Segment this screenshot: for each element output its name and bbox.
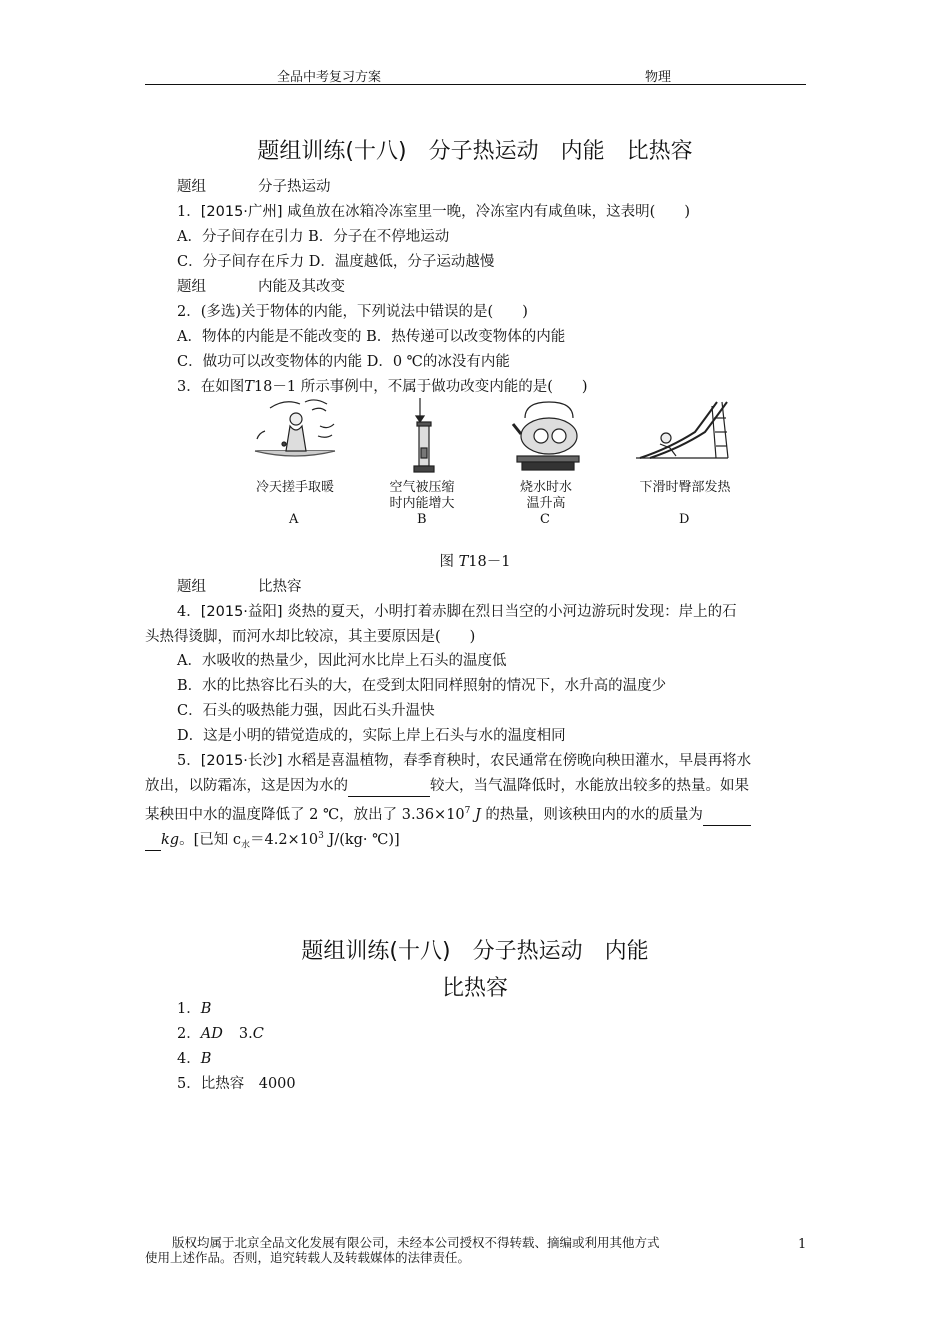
question-text: 较大，当气温降低时，水能放出较多的热量。如果 <box>430 778 749 794</box>
question-5-line2 <box>145 776 749 797</box>
caption-line: 烧水时水 <box>519 480 572 495</box>
figure-t18-1 <box>0 396 950 476</box>
answer-value: C <box>252 1026 264 1042</box>
exponent: 3 <box>318 831 324 841</box>
illustration-d-slide <box>636 402 728 458</box>
question-5-line3 <box>145 801 751 826</box>
figure-title-number: 18－1 <box>468 554 511 570</box>
question-text: 。[已知 c <box>179 831 241 848</box>
figure-label-b: B <box>417 512 427 527</box>
group-heading-3 <box>177 577 302 597</box>
exponent: 7 <box>464 806 471 816</box>
group-label: 题组 <box>177 579 206 595</box>
header-book-title: 全品中考复习方案 <box>277 70 382 85</box>
question-1-options-cd: C．分子间存在斥力 D．温度越低，分子运动越慢 <box>177 254 495 270</box>
illustration-a-rubbing-hands <box>255 400 335 456</box>
question-2-options-cd: C．做功可以改变物体的内能 D．0 ℃的冰没有内能 <box>177 354 510 370</box>
answer-value: 比热容 4000 <box>200 1076 296 1092</box>
question-4-option-d: D．这是小明的错觉造成的，实际上岸上石头与水的温度相同 <box>177 728 566 744</box>
question-text: 的热量，则该秧田内的水的质量为 <box>480 806 703 823</box>
answer-number: 3. <box>238 1026 253 1042</box>
answer-blank-2-cont[interactable] <box>145 830 161 851</box>
figure-label-d: D <box>679 512 690 527</box>
figure-caption-b <box>384 480 460 512</box>
question-text: 炎热的夏天，小明打着赤脚在烈日当空的小河边游玩时发现：岸上的石 <box>282 604 737 620</box>
question-text: 咸鱼放在冰箱冷冻室里一晚，冷冻室内有咸鱼味，这表明( ) <box>282 204 690 220</box>
question-2-stem: 2．(多选)关于物体的内能，下列说法中错误的是( ) <box>177 304 528 320</box>
answer-5 <box>177 1074 296 1094</box>
copyright-line: 使用上述作品。否则，追究转载人及转载媒体的法律责任。 <box>145 1250 471 1265</box>
answer-value: B <box>200 1001 212 1017</box>
group-name: 分子热运动 <box>258 179 331 195</box>
answer-blank-1[interactable] <box>348 776 430 797</box>
question-4-option-c: C．石头的吸热能力强，因此石头升温快 <box>177 703 435 719</box>
question-text: 某秧田中水的温度降低了 2 ℃，放出了 3.36×10 <box>145 806 465 823</box>
question-number: 4． <box>177 604 201 620</box>
figure-label-c: C <box>540 512 550 527</box>
group-label: 题组 <box>177 279 206 295</box>
question-4-stem-line2: 头热得烫脚，而河水却比较凉，其主要原因是( ) <box>145 629 476 645</box>
question-source: [2015·长沙] <box>200 753 283 769</box>
figure-title-prefix: T <box>458 554 469 570</box>
copyright-line: 版权均属于北京全品文化发展有限公司，未经本公司授权不得转载、摘编或利用其他方式 <box>172 1235 660 1250</box>
question-4-stem-line1 <box>177 602 737 622</box>
answer-title-line1: 题组训练(十八) 分子热运动 内能 <box>301 939 649 964</box>
caption-line: 空气被压缩 <box>389 480 455 495</box>
group-heading-2 <box>177 277 345 297</box>
question-4-option-a: A．水吸收的热量少，因此河水比岸上石头的温度低 <box>177 653 507 669</box>
question-text: J/(kg· ℃)] <box>323 831 400 848</box>
answer-value: AD <box>200 1026 223 1042</box>
figure-ref-prefix: T <box>244 379 254 395</box>
group-label: 题组 <box>177 179 206 195</box>
figure-caption-c <box>510 480 582 512</box>
answer-number: 5． <box>177 1076 201 1092</box>
page-title: 题组训练(十八) 分子热运动 内能 比热容 <box>257 139 693 164</box>
question-1-options-ab: A．分子间存在引力 B．分子在不停地运动 <box>177 229 450 245</box>
answer-blank-2[interactable] <box>703 805 751 826</box>
illustration-c-kettle <box>513 402 579 470</box>
header-subject: 物理 <box>645 70 672 85</box>
subscript: 水 <box>240 840 250 851</box>
question-source: [2015·益阳] <box>200 604 283 620</box>
question-5-line4 <box>145 826 400 856</box>
question-text: 18－1 所示事例中，不属于做功改变内能的是( ) <box>253 379 588 395</box>
question-4-option-b: B．水的比热容比石头的大，在受到太阳同样照射的情况下，水升高的温度少 <box>177 678 667 694</box>
figure-title <box>0 550 950 571</box>
page-header <box>145 66 806 85</box>
question-2-options-ab: A．物体的内能是不能改变的 B．热传递可以改变物体的内能 <box>177 329 566 345</box>
group-name: 内能及其改变 <box>258 279 345 295</box>
answer-1 <box>177 999 211 1019</box>
copyright-footer <box>145 1235 660 1265</box>
page-number: 1 <box>798 1237 807 1252</box>
answer-number: 1． <box>177 1001 201 1017</box>
answer-title-line2: 比热容 <box>441 976 508 1001</box>
unit-kg: kg <box>161 831 180 848</box>
question-text: 放出，以防霜冻，这是因为水的 <box>145 778 348 794</box>
question-number: 5． <box>177 753 201 769</box>
figure-label-a: A <box>289 512 299 527</box>
question-source: [2015·广州] <box>200 204 283 220</box>
question-3-stem <box>177 377 588 397</box>
question-text: ＝4.2×10 <box>249 831 319 848</box>
figure-caption-d: 下滑时臀部发热 <box>639 480 731 495</box>
figure-caption-a: 冷天搓手取暖 <box>255 480 334 495</box>
answer-number: 4． <box>177 1051 201 1067</box>
question-number: 1． <box>177 204 201 220</box>
question-1-stem <box>177 202 690 222</box>
answer-4 <box>177 1049 211 1069</box>
answer-number: 2． <box>177 1026 201 1042</box>
answer-2-3 <box>177 1024 264 1044</box>
figure-title-text: 图 <box>439 554 459 570</box>
caption-line: 时内能增大 <box>389 496 455 511</box>
caption-line: 温升高 <box>526 496 566 511</box>
question-5-line1 <box>177 751 751 771</box>
answer-value: B <box>200 1051 212 1067</box>
illustration-b-fire-syringe <box>414 398 434 472</box>
group-heading-1 <box>177 177 331 197</box>
group-name: 比热容 <box>258 579 302 595</box>
question-text: 3．在如图 <box>177 379 245 395</box>
unit-joule: J <box>470 806 481 823</box>
question-text: 水稻是喜温植物，春季育秧时，农民通常在傍晚向秧田灌水，早晨再将水 <box>282 753 752 769</box>
